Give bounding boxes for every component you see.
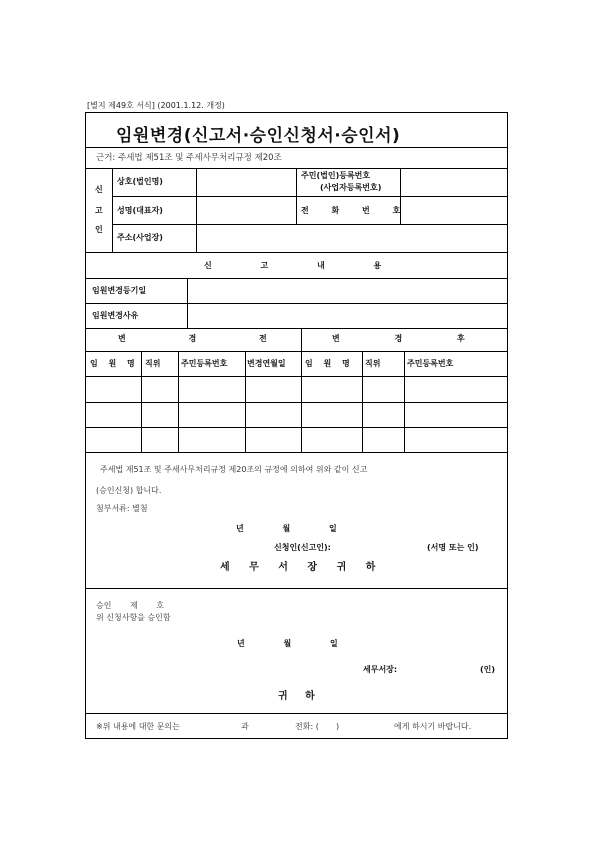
registration-number-field[interactable] <box>401 169 506 195</box>
attachments-label: 첨부서류: 별첨 <box>96 504 148 513</box>
address-field[interactable] <box>197 225 506 251</box>
change-date-label: 임원변경등기일 <box>92 286 147 295</box>
change-reason-label: 임원변경사유 <box>92 311 139 320</box>
column-header: 주민등록번호 <box>407 359 454 368</box>
report-content-header: 신 고 내 용 <box>204 261 382 270</box>
declaration-text: 주세법 제51조 및 주세사무처리규정 제20조의 규정에 의하여 위와 같이 신고 <box>100 465 368 474</box>
business-number-label: (사업자등록번호) <box>320 183 382 192</box>
phone-number-label: 전 화 번 호 <box>301 206 401 215</box>
divider <box>86 147 507 148</box>
signature-label: (서명 또는 인) <box>427 543 479 552</box>
reporter-side-char: 고 <box>95 206 103 215</box>
table-row[interactable] <box>87 428 506 451</box>
footer-department-label: 과 <box>241 722 249 731</box>
approval-recipient: 귀 하 <box>278 691 315 702</box>
tax-office-recipient: 세 무 서 장 귀 하 <box>220 562 376 573</box>
table-row[interactable] <box>87 377 506 401</box>
report-form <box>85 112 508 739</box>
before-change-header: 변 경 전 <box>118 334 267 343</box>
table-row[interactable] <box>87 403 506 426</box>
legal-basis: 근거: 주세법 제51조 및 주세사무처리규정 제20조 <box>96 153 282 163</box>
footer-phone-close: ) <box>336 722 340 731</box>
tax-office-chief-label: 세무서장: <box>363 665 398 674</box>
representative-name-field[interactable] <box>197 197 295 223</box>
company-name-label: 상호(법인명) <box>117 177 163 186</box>
column-header: 직위 <box>365 359 381 368</box>
company-name-field[interactable] <box>197 169 295 195</box>
seal-label: (인) <box>480 665 496 674</box>
form-caption: [별지 제49호 서식] (2001.1.12. 개정) <box>87 101 225 110</box>
approval-date: 년 월 일 <box>237 639 338 648</box>
column-header: 임 원 명 <box>90 359 135 368</box>
after-change-header: 변 경 후 <box>332 334 465 343</box>
footer-phone-label: 전화: ( <box>295 722 319 731</box>
change-date-field[interactable] <box>188 279 506 302</box>
column-header: 직위 <box>145 359 161 368</box>
declaration-date: 년 월 일 <box>236 524 337 533</box>
reporter-side-char: 인 <box>95 225 103 234</box>
reporter-side-char: 신 <box>95 185 103 194</box>
footer-ending-text: 에게 하시기 바랍니다. <box>394 722 472 731</box>
address-label: 주소(사업장) <box>117 233 163 242</box>
registration-number-label: 주민(법인)등록번호 <box>301 171 371 180</box>
column-header: 주민등록번호 <box>181 359 228 368</box>
column-header: 변경연월일 <box>247 359 286 368</box>
approval-number: 승인 제 호 <box>96 601 164 610</box>
change-reason-field[interactable] <box>188 304 506 327</box>
declaration-text-continued: (승인신청) 합니다. <box>96 486 162 495</box>
footer-inquiry-text: ※위 내용에 대한 문의는 <box>96 722 180 731</box>
representative-name-label: 성명(대표자) <box>117 206 163 215</box>
form-title: 임원변경(신고서·승인신청서·승인서) <box>116 126 401 146</box>
phone-number-field[interactable] <box>401 197 506 223</box>
approval-text: 위 신청사항을 승인함 <box>96 613 171 622</box>
applicant-label: 신청인(신고인): <box>274 543 331 552</box>
column-header: 임 원 명 <box>305 359 350 368</box>
